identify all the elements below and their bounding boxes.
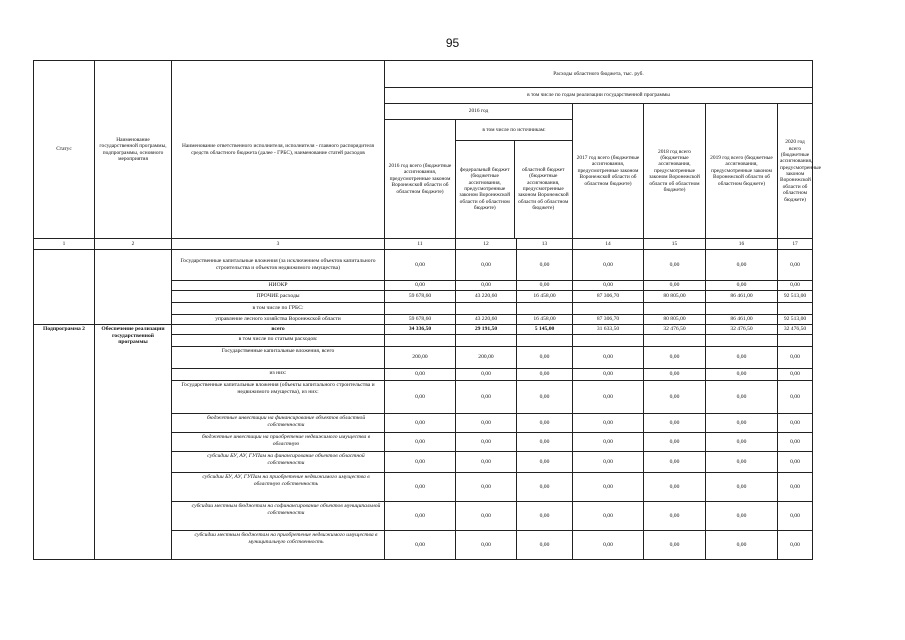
row-label: Государственные капитальные вложения (объекты капитального строительства и недвижимого имущества), из них: — [172, 381, 385, 414]
value-cell: 0,00 — [517, 369, 573, 381]
value-cell: 0,00 — [456, 502, 517, 531]
value-cell: 0,00 — [385, 381, 456, 414]
value-cell: 0,00 — [778, 452, 813, 473]
value-cell: 43 220,60 — [456, 315, 517, 325]
header-year-2016: 2016 год — [385, 104, 573, 120]
value-cell: 32 476,50 — [778, 325, 813, 335]
value-cell: 0,00 — [644, 502, 706, 531]
value-cell: 0,00 — [517, 433, 573, 452]
value-cell: 0,00 — [573, 250, 644, 281]
row-label: управление лесного хозяйства Воронежской области — [172, 315, 385, 325]
value-cell: 32 476,50 — [706, 325, 778, 335]
header-year-2018: 2018 год всего (бюджетные ассигнования, предусмотренные законом Воронежской области об областном бюджете) — [644, 104, 706, 239]
value-cell — [778, 335, 813, 347]
table-row — [34, 325, 813, 335]
header-year-2020: 2020 год всего (бюджетные ассигнования, предусмотренные законом Воронежской области об областном бюджете) — [778, 104, 813, 239]
value-cell: 43 220,60 — [456, 291, 517, 303]
value-cell: 29 191,50 — [456, 325, 517, 335]
value-cell: 0,00 — [456, 433, 517, 452]
value-cell: 86 461,00 — [706, 315, 778, 325]
value-cell — [573, 303, 644, 315]
value-cell: 0,00 — [644, 433, 706, 452]
col-number: 11 — [385, 239, 456, 250]
value-cell: 0,00 — [644, 531, 706, 560]
value-cell: 0,00 — [644, 281, 706, 291]
subprogram-status: Подпрограмма 2 — [34, 325, 95, 560]
col-number: 2 — [95, 239, 172, 250]
header-sources-group — [456, 120, 573, 239]
value-cell: 5 145,00 — [517, 325, 573, 335]
row-label: субсидии местным бюджетам на софинансирование объектов муниципальной собственности — [172, 502, 385, 531]
subprogram-name: Обеспечение реализации государственной программы — [95, 325, 172, 560]
value-cell: 0,00 — [385, 502, 456, 531]
value-cell: 0,00 — [706, 414, 778, 433]
value-cell: 0,00 — [706, 281, 778, 291]
header-year-2017: 2017 год всего (бюджетные ассигнования, предусмотренные законом Воронежской области об областном бюджете) — [573, 104, 644, 239]
row-label: субсидии местным бюджетам на приобретение недвижимого имущества в муниципальную собственность — [172, 531, 385, 560]
value-cell: 0,00 — [644, 473, 706, 502]
value-cell: 0,00 — [573, 433, 644, 452]
row-label: всего — [172, 325, 385, 335]
program-cell — [95, 250, 172, 325]
value-cell — [573, 335, 644, 347]
col-number: 15 — [644, 239, 706, 250]
col-number: 1 — [34, 239, 95, 250]
header-regional: областной бюджет (бюджетные ассигнования, предусмотренные законом Воронежской области об областном бюджете) — [517, 166, 569, 212]
value-cell: 0,00 — [573, 281, 644, 291]
value-cell: 80 805,00 — [644, 315, 706, 325]
value-cell: 0,00 — [385, 369, 456, 381]
row-label: бюджетные инвестиции на приобретение недвижимого имущества в областную — [172, 433, 385, 452]
header-program-name: Наименование государственной программы, подпрограммы, основного мероприятия — [95, 61, 172, 239]
value-cell: 0,00 — [573, 414, 644, 433]
col-number: 16 — [706, 239, 778, 250]
header-status: Статус — [34, 61, 95, 239]
col-number: 13 — [517, 239, 573, 250]
value-cell: 16 458,00 — [517, 315, 573, 325]
value-cell: 0,00 — [706, 502, 778, 531]
row-label: НИОКР — [172, 281, 385, 291]
value-cell: 0,00 — [778, 369, 813, 381]
row-label: ПРОЧИЕ расходы — [172, 291, 385, 303]
value-cell: 0,00 — [778, 347, 813, 369]
value-cell: 0,00 — [385, 250, 456, 281]
col-number: 17 — [778, 239, 813, 250]
value-cell — [706, 303, 778, 315]
value-cell: 0,00 — [644, 414, 706, 433]
value-cell: 0,00 — [456, 473, 517, 502]
value-cell — [644, 303, 706, 315]
value-cell — [517, 303, 573, 315]
value-cell: 0,00 — [573, 473, 644, 502]
value-cell: 0,00 — [706, 452, 778, 473]
value-cell: 0,00 — [778, 502, 813, 531]
value-cell — [385, 303, 456, 315]
row-label: Государственные капитальные вложения, всего — [172, 347, 385, 369]
value-cell: 0,00 — [517, 452, 573, 473]
value-cell: 200,00 — [385, 347, 456, 369]
row-label: в том числе по ГРБС: — [172, 303, 385, 315]
value-cell: 0,00 — [778, 531, 813, 560]
value-cell: 0,00 — [517, 473, 573, 502]
value-cell: 0,00 — [778, 414, 813, 433]
value-cell: 0,00 — [573, 531, 644, 560]
header-expenses: Расходы областного бюджета, тыс. руб. — [385, 61, 813, 88]
value-cell: 0,00 — [573, 369, 644, 381]
value-cell: 0,00 — [644, 347, 706, 369]
value-cell: 34 336,50 — [385, 325, 456, 335]
value-cell: 0,00 — [778, 473, 813, 502]
value-cell: 0,00 — [644, 452, 706, 473]
header-by-years: в том числе по годам реализации государственной программы — [385, 88, 813, 104]
value-cell: 0,00 — [706, 433, 778, 452]
row-label: бюджетные инвестиции на финансирование объектов областной собственности — [172, 414, 385, 433]
budget-table — [33, 60, 822, 560]
row-label: субсидии БУ, АУ, ГУПам на приобретение недвижимого имущества в областную собственность — [172, 473, 385, 502]
value-cell: 0,00 — [456, 250, 517, 281]
value-cell: 0,00 — [706, 473, 778, 502]
value-cell: 0,00 — [456, 381, 517, 414]
value-cell: 0,00 — [706, 369, 778, 381]
value-cell — [778, 303, 813, 315]
value-cell: 0,00 — [573, 452, 644, 473]
value-cell: 0,00 — [517, 347, 573, 369]
value-cell: 0,00 — [517, 381, 573, 414]
value-cell: 0,00 — [706, 250, 778, 281]
col-number: 14 — [573, 239, 644, 250]
value-cell: 92 513,00 — [778, 291, 813, 303]
sources-subtable — [456, 120, 572, 238]
value-cell: 0,00 — [456, 414, 517, 433]
value-cell: 0,00 — [573, 502, 644, 531]
value-cell: 0,00 — [385, 281, 456, 291]
status-cell — [34, 250, 95, 325]
header-by-sources: в том числе по источникам: — [456, 120, 572, 140]
value-cell: 86 461,00 — [706, 291, 778, 303]
value-cell: 0,00 — [573, 347, 644, 369]
value-cell: 0,00 — [778, 281, 813, 291]
value-cell: 0,00 — [778, 433, 813, 452]
value-cell: 0,00 — [573, 381, 644, 414]
value-cell — [706, 335, 778, 347]
value-cell — [385, 335, 456, 347]
row-label: субсидии БУ, АУ, ГУПам на финансирование объектов областной собственности — [172, 452, 385, 473]
value-cell: 87 306,70 — [573, 291, 644, 303]
value-cell: 0,00 — [517, 502, 573, 531]
value-cell: 0,00 — [385, 433, 456, 452]
value-cell: 0,00 — [644, 381, 706, 414]
header-federal: федеральный бюджет (бюджетные ассигнования, предусмотренные законом Воронежской области об областном бюджете) — [456, 140, 514, 238]
header-executor-name: Наименование ответственного исполнителя, исполнителя - главного распорядителя средств областного бюджета (далее - ГРБС), наименование статей расходов — [172, 61, 385, 239]
value-cell: 80 805,00 — [644, 291, 706, 303]
header-year-2019: 2019 год всего (бюджетные ассигнования, предусмотренные законом Воронежской области об областном бюджете) — [706, 104, 778, 239]
value-cell: 0,00 — [644, 369, 706, 381]
value-cell: 0,00 — [385, 473, 456, 502]
value-cell: 32 476,50 — [644, 325, 706, 335]
value-cell: 0,00 — [706, 347, 778, 369]
col-number: 3 — [172, 239, 385, 250]
value-cell: 0,00 — [778, 381, 813, 414]
value-cell: 0,00 — [385, 414, 456, 433]
value-cell: 87 306,70 — [573, 315, 644, 325]
page-number: 95 — [445, 36, 460, 50]
table-row — [34, 250, 813, 281]
value-cell: 0,00 — [385, 531, 456, 560]
value-cell: 0,00 — [456, 369, 517, 381]
value-cell: 0,00 — [456, 452, 517, 473]
value-cell: 0,00 — [456, 281, 517, 291]
value-cell — [644, 335, 706, 347]
value-cell: 31 633,50 — [573, 325, 644, 335]
value-cell: 0,00 — [385, 452, 456, 473]
value-cell: 59 678,60 — [385, 291, 456, 303]
value-cell: 92 513,00 — [778, 315, 813, 325]
row-label: в том числе по статьям расходов: — [172, 335, 385, 347]
column-number-row — [34, 239, 813, 250]
value-cell — [517, 335, 573, 347]
header-2016-total: 2016 год всего (бюджетные ассигнования, предусмотренные законом Воронежской области об областном бюджете) — [385, 120, 456, 239]
value-cell: 16 458,00 — [517, 291, 573, 303]
value-cell: 0,00 — [706, 381, 778, 414]
value-cell: 0,00 — [644, 250, 706, 281]
value-cell: 0,00 — [517, 250, 573, 281]
value-cell: 0,00 — [456, 531, 517, 560]
value-cell: 59 678,60 — [385, 315, 456, 325]
value-cell: 0,00 — [706, 531, 778, 560]
value-cell: 200,00 — [456, 347, 517, 369]
value-cell: 0,00 — [778, 250, 813, 281]
value-cell — [456, 303, 517, 315]
col-number: 12 — [456, 239, 517, 250]
row-label: Государственные капитальные вложения (за исключением объектов капитального строительства и объектов недвижимого имущества) — [172, 250, 385, 281]
row-label: из них: — [172, 369, 385, 381]
value-cell: 0,00 — [517, 531, 573, 560]
value-cell — [456, 335, 517, 347]
value-cell: 0,00 — [517, 414, 573, 433]
value-cell: 0,00 — [517, 281, 573, 291]
